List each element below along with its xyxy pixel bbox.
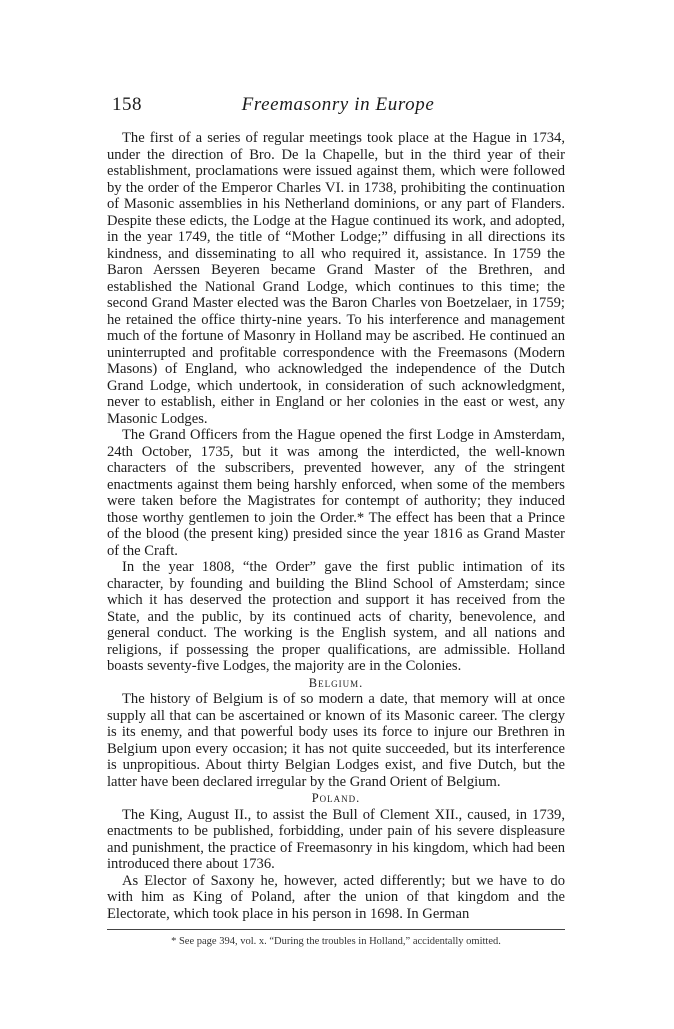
- paragraph-blind-school: In the year 1808, “the Order” gave the first public intimation of its character, by founding and building the Blind School of Amsterdam; since which it has deserved the protection and support it has received from the State, and the public, by its continued acts of charity, benevolence, and general conduct. The working is the English system, and all nations and religions, if possessing the proper qualifications, are admissible. Holland boasts seventy-five Lodges, the majority are in the Colonies.: [107, 559, 565, 674]
- paragraph-poland-elector: As Elector of Saxony he, however, acted differently; but we have to do with him as King of Poland, after the union of that kingdom and the Electorate, which took place in his person in 1698. In German: [107, 872, 565, 922]
- paragraph-amsterdam: The Grand Officers from the Hague opened the first Lodge in Amsterdam, 24th October, 1735, but it was among the interdicted, the well-known characters of the subscribers, prevented however, any of the stringent enactments against them being harshly enforced, when some of the members were taken before the Magistrates for contempt of authority; they induced those worthy gentlemen to join the Order.* The effect has been that a Prince of the blood (the present king) presided since the year 1816 as Grand Master of the Craft.: [107, 427, 565, 559]
- paragraph-poland-king: The King, August II., to assist the Bull of Clement XII., caused, in 1739, enactments to be published, forbidding, under pain of his severe displeasure and punishment, the practice of Freemasonry in his kingdom, which had been introduced there about 1736.: [107, 806, 565, 872]
- heading-poland: Poland.: [311, 791, 361, 805]
- page-header: [112, 94, 564, 122]
- page-number: 158: [112, 94, 142, 115]
- footnote: * See page 394, vol. x. “During the troubles in Holland,” accidentally omitted.: [171, 936, 501, 947]
- paragraph-hague: The first of a series of regular meetings took place at the Hague in 1734, under the direction of Bro. De la Chapelle, but in the third year of their establishment, proclamations were issued against them, which were followed by the order of the Emperor Charles VI. in 1738, prohibiting the continuation of Masonic assemblies in his Netherland dominions, or any part of Flanders. Despite these edicts, the Lodge at the Hague continued its work, and adopted, in the year 1749, the title of “Mother Lodge;” diffusing in all directions its kindness, and disseminating to all who required it, assistance. In 1759 the Baron Aerssen Beyeren became Grand Master of the Brethren, and established the National Grand Lodge, which continues to this time; the second Grand Master elected was the Baron Charles von Boetzelaer, in 1759; he retained the office thirty-nine years. To his interference and management much of the fortune of Masonry in Holland may be ascribed. He continued an uninterrupted and profitable correspondence with the Freemasons (Modern Masons) of England, who acknowledged the independence of the Dutch Grand Lodge, which undertook, in consideration of such acknowledgment, never to establish, either in England or her colonies in the east or west, any Masonic Lodges.: [107, 130, 565, 427]
- paragraph-belgium: The history of Belgium is of so modern a date, that memory will at once supply all that can be ascertained or known of its Masonic career. The clergy is its enemy, and that powerful body uses its force to injure our Brethren in Belgium upon every occasion; it has not quite succeeded, but its interference is unpropitious. About thirty Belgian Lodges exist, and five Dutch, but the latter have been declared irregular by the Grand Orient of Belgium.: [107, 691, 565, 790]
- footnote-rule: [107, 929, 565, 930]
- heading-belgium: Belgium.: [308, 675, 364, 690]
- running-head: Freemasonry in Europe: [241, 94, 435, 115]
- page-body: [107, 130, 565, 922]
